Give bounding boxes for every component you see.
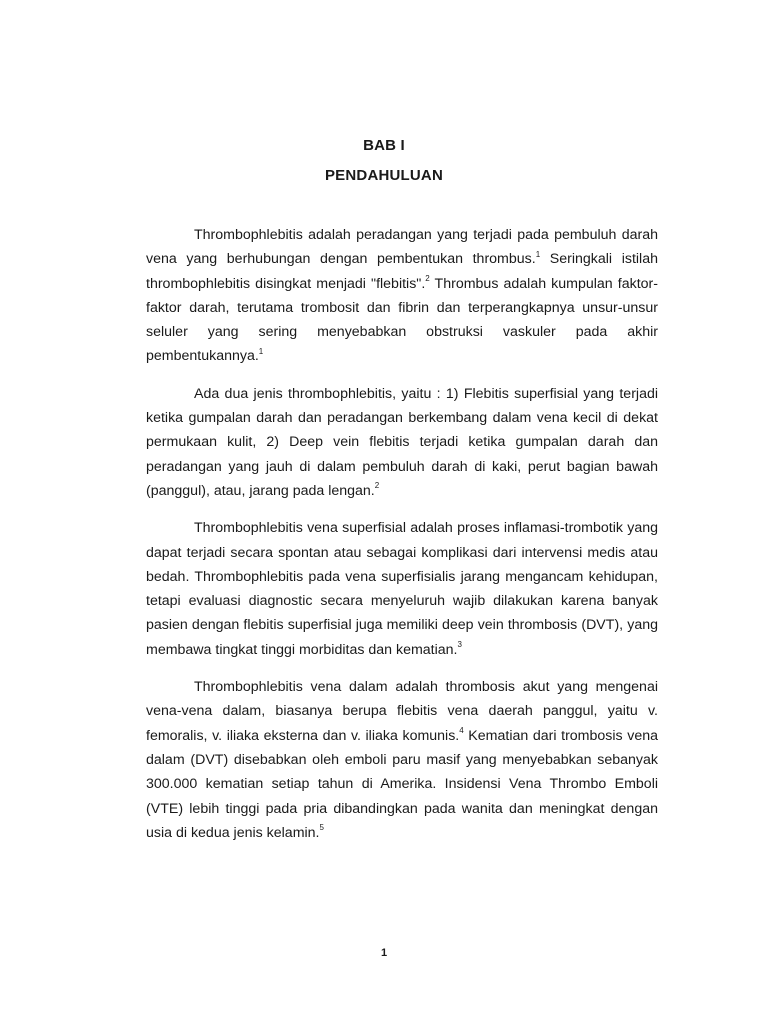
footnote-ref: 2 <box>374 481 380 491</box>
footnote-ref: 1 <box>258 346 264 356</box>
paragraph-text: Thrombus adalah kumpulan faktor-faktor darah, terutama trombosit dan fibrin dan terperangkapnya unsur-unsur seluler yang sering menyebabkan obstruksi vaskuler pada akhir pembentukannya. <box>146 275 658 365</box>
paragraph <box>146 382 658 503</box>
paragraph <box>146 223 658 369</box>
footnote-ref: 5 <box>319 823 324 833</box>
footnote-ref: 3 <box>457 640 462 650</box>
footnote-ref: 4 <box>459 725 464 735</box>
paragraph <box>146 516 658 662</box>
paragraph-text: Thrombophlebitis adalah peradangan yang terjadi pada pembuluh darah vena yang berhubungan dengan pembentukan thrombus. <box>146 227 658 268</box>
paragraph-text: Seringkali istilah thrombophlebitis disingkat menjadi "flebitis". <box>146 251 658 292</box>
page-number: 1 <box>380 947 388 959</box>
paragraph-text: Thrombophlebitis vena dalam adalah thrombosis akut yang mengenai vena-vena dalam, biasanya berupa flebitis vena daerah panggul, yaitu v. femoralis, v. iliaka eksterna dan v. iliaka komunis. <box>146 679 658 744</box>
chapter-heading: BAB I <box>363 137 405 154</box>
paragraph-text: Thrombophlebitis vena superfisial adalah proses inflamasi-trombotik yang dapat terjadi secara spontan atau sebagai komplikasi dari intervensi medis atau bedah. Thrombophlebitis pada vena superfisialis jarang mengancam kehidupan, tetapi evaluasi diagnostic secara menyeluruh wajib dilakukan karena banyak pasien dengan flebitis superfisial juga memiliki deep vein thrombosis (DVT), yang membawa tingkat tinggi morbiditas dan kematian. <box>146 520 658 658</box>
footnote-ref: 2 <box>425 273 430 283</box>
paragraph-text: Kematian dari trombosis vena dalam (DVT) disebabkan oleh emboli paru masif yang menyebabkan sebanyak 300.000 kematian setiap tahun di Amerika. Insidensi Vena Thrombo Emboli (VTE) lebih tinggi pada pria dibandingkan pada wanita dan meningkat dengan usia di kedua jenis kelamin. <box>146 727 658 841</box>
paragraph <box>146 675 658 845</box>
chapter-title: PENDAHULUAN <box>324 167 444 184</box>
body-text <box>146 223 658 858</box>
footnote-ref: 1 <box>535 249 541 259</box>
paragraph-text: Ada dua jenis thrombophlebitis, yaitu : 1) Flebitis superfisial yang terjadi ketika gumpalan darah dan peradangan berkembang dalam vena kecil di dekat permukaan kulit, 2) Deep vein flebitis terjadi ketika gumpalan darah dan peradangan yang jauh di dalam pembuluh darah di kaki, perut bagian bawah (panggul), atau, jarang pada lengan. <box>146 385 658 499</box>
